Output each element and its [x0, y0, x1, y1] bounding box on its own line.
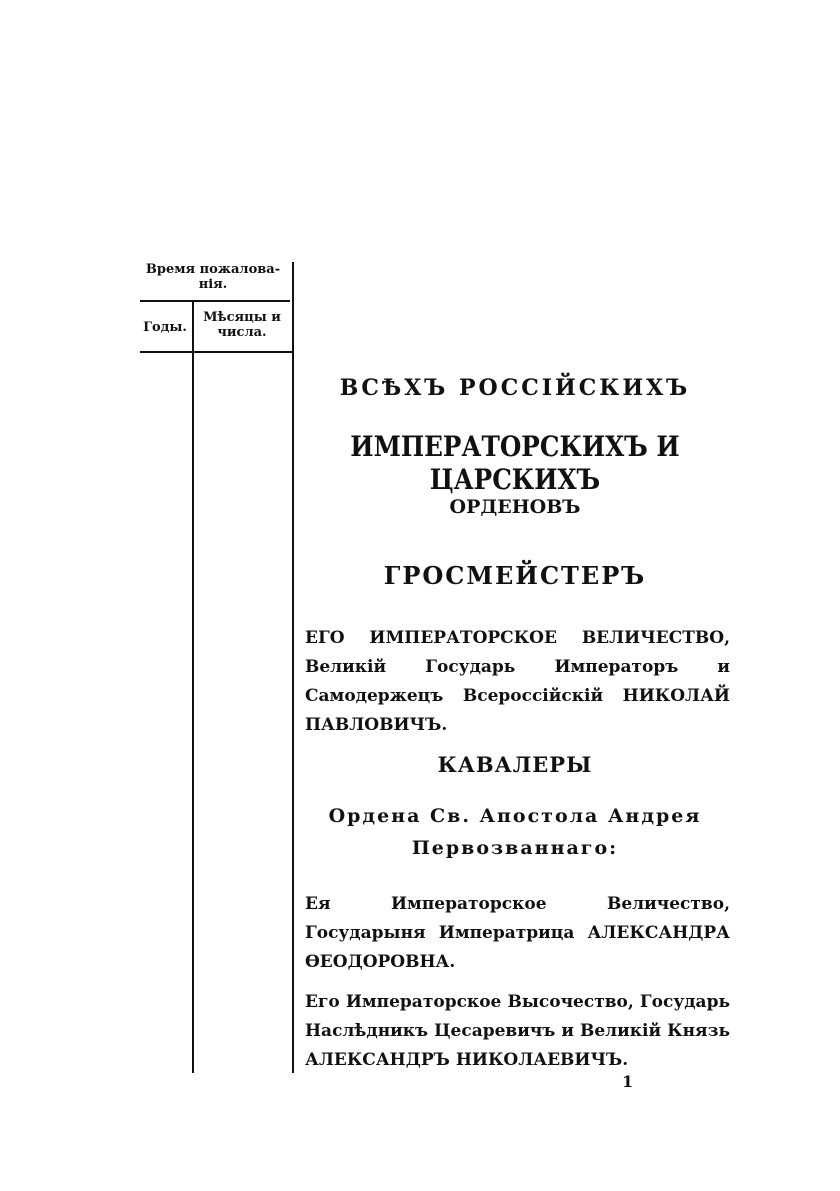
col-months-header [194, 310, 290, 340]
heading-line4: ГРОСМЕЙСТЕРЪ [383, 561, 647, 590]
column-divider [192, 301, 194, 1073]
heading-line1: ВСѢХЪ РОССІЙСКИХЪ [339, 375, 691, 401]
grandmaster-paragraph: ЕГО ИМПЕРАТОРСКОЕ ВЕЛИЧЕСТВО, Великій Государь Императоръ и Самодержецъ Всероссійскій НИКОЛАЙ ПАВЛОВИЧЪ. [305, 628, 730, 735]
col-years-header: Годы. [143, 320, 187, 335]
cavaliers-title: КАВАЛЕРЫ [437, 752, 593, 777]
subheader-rule [140, 351, 294, 353]
entry-heir: Его Императорское Высочество, Государь Наслѣдникъ Цесаревичъ и Великій Князь АЛЕКСАНДРЪ НИКОЛАЕВИЧЪ. [305, 992, 730, 1070]
order-title [300, 800, 730, 864]
margin-table-header [138, 262, 288, 292]
header-time-line1: Время пожалова- [145, 262, 281, 277]
order-line1: Ордена Св. Апостола Андрея [328, 805, 702, 827]
margin-border [292, 262, 294, 1073]
header-time-line2: нія. [198, 277, 228, 292]
col-months-line2: числа. [217, 325, 267, 340]
order-line2: Первозваннаго: [411, 837, 619, 859]
heading-line3: ОРДЕНОВЪ [449, 496, 581, 518]
entry-empress: Ея Императорское Величество, Государыня Императрица АЛЕКСАНДРА ѲЕОДОРОВНА. [305, 894, 730, 972]
page-number: 1 [622, 1072, 634, 1091]
header-rule [140, 300, 290, 302]
col-months-line1: Мѣсяцы и [203, 310, 281, 325]
heading-line2: ИМПЕРАТОРСКИХЪ И ЦАРСКИХЪ [350, 430, 680, 496]
